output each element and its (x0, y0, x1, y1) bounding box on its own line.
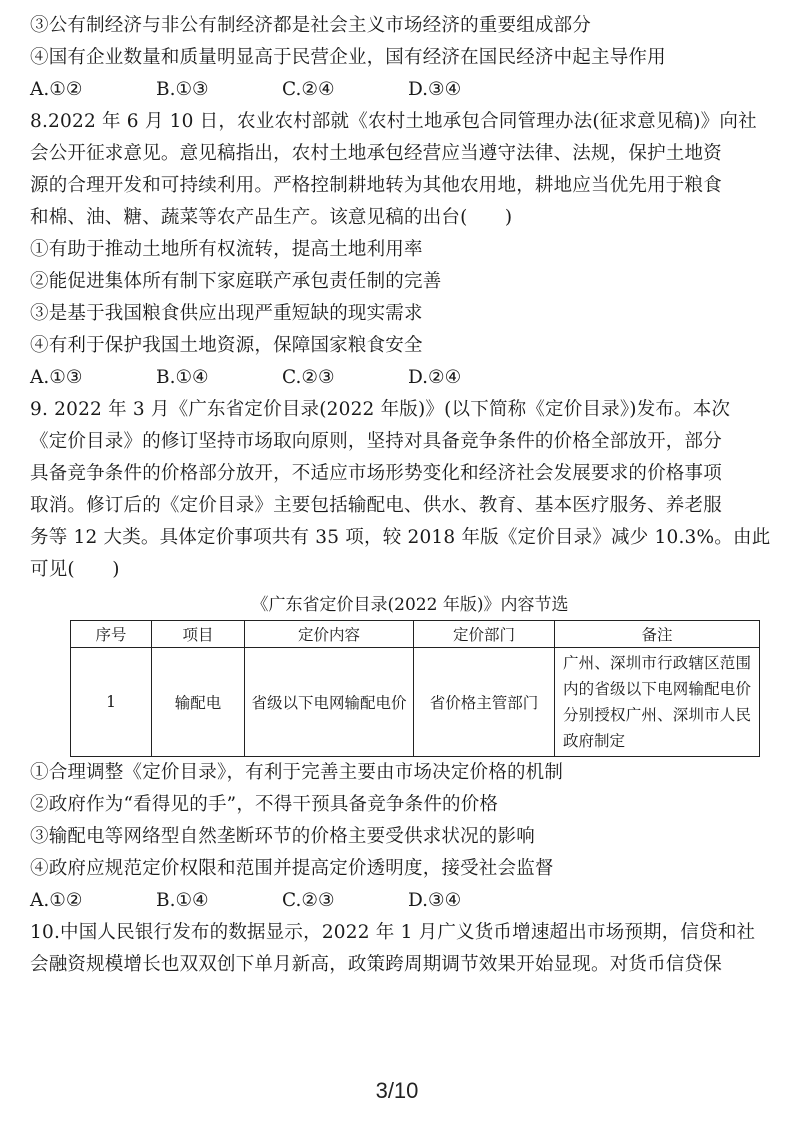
table-caption: 《广东省定价目录(2022 年版)》内容节选 (251, 595, 569, 615)
q8-stem-line: 会公开征求意见。意见稿指出，农村土地承包经营应当遵守法律、法规，保护土地资 (30, 143, 722, 164)
q9-item-4: ④政府应规范定价权限和范围并提高定价透明度，接受社会监督 (30, 858, 554, 879)
pricing-table (70, 620, 760, 757)
q8-stem-line: 和棉、油、糖、蔬菜等农产品生产。该意见稿的出台( ) (30, 207, 513, 228)
q7-option-d: D.③④ (408, 79, 462, 100)
q9-stem-line: 《定价目录》的修订坚持市场取向原则，坚持对具备竞争条件的价格全部放开，部分 (30, 431, 722, 452)
cell-content: 省级以下电网输配电价 (245, 648, 414, 757)
q9-option-b: B.①④ (156, 890, 209, 911)
q8-stem-line: 源的合理开发和可持续利用。严格控制耕地转为其他农用地，耕地应当优先用于粮食 (30, 175, 722, 196)
q7-options (30, 74, 760, 106)
cell-dept: 省价格主管部门 (414, 648, 555, 757)
q9-item-1: ①合理调整《定价目录》，有利于完善主要由市场决定价格的机制 (30, 762, 564, 783)
q9-stem-line: 具备竞争条件的价格部分放开，不适应市场形势变化和经济社会发展要求的价格事项 (30, 463, 722, 484)
cell-no: 1 (71, 648, 152, 757)
page-content (30, 10, 771, 981)
q8-options (30, 362, 760, 394)
q9-stem-line: 可见( ) (30, 559, 120, 580)
header-item: 项目 (152, 621, 245, 648)
q9-options (30, 885, 760, 917)
q7-option-a: A.①② (30, 79, 83, 100)
header-content: 定价内容 (245, 621, 414, 648)
q8-item-4: ④有利于保护我国土地资源，保障国家粮食安全 (30, 335, 423, 356)
q7-option-b: B.①③ (156, 79, 209, 100)
q8-option-d: D.②④ (408, 367, 462, 388)
q9-item-3: ③输配电等网络型自然垄断环节的价格主要受供求状况的影响 (30, 826, 535, 847)
q9-option-a: A.①② (30, 890, 83, 911)
q9-stem-line: 9. 2022 年 3 月《广东省定价目录(2022 年版)》(以下简称《定价目录》)发布。本次 (30, 399, 731, 420)
q8-item-3: ③是基于我国粮食供应出现严重短缺的现实需求 (30, 303, 423, 324)
q9-stem-line: 务等 12 大类。具体定价事项共有 35 项，较 2018 年版《定价目录》减少 10.3%。由此 (30, 527, 771, 548)
q7-option-c: C.②④ (282, 79, 335, 100)
header-dept: 定价部门 (414, 621, 555, 648)
q9-option-c: C.②③ (282, 890, 335, 911)
q10-stem-line: 会融资规模增长也双双创下单月新高，政策跨周期调节效果开始显现。对货币信贷保 (30, 954, 722, 975)
q8-item-2: ②能促进集体所有制下家庭联产承包责任制的完善 (30, 271, 442, 292)
page-number: 3/10 (375, 1078, 419, 1103)
header-no: 序号 (71, 621, 152, 648)
q9-item-2: ②政府作为“看得见的手”，不得干预具备竞争条件的价格 (30, 794, 499, 815)
table-row (71, 648, 760, 757)
cell-item: 输配电 (152, 648, 245, 757)
q9-stem-line: 取消。修订后的《定价目录》主要包括输配电、供水、教育、基本医疗服务、养老服 (30, 495, 722, 516)
q10-stem-line: 10.中国人民银行发布的数据显示，2022 年 1 月广义货币增速超出市场预期，信贷和社 (30, 922, 756, 943)
q8-item-1: ①有助于推动土地所有权流转，提高土地利用率 (30, 239, 423, 260)
q9-option-d: D.③④ (408, 890, 462, 911)
header-note: 备注 (555, 621, 760, 648)
q8-stem-line: 8.2022 年 6 月 10 日，农业农村部就《农村土地承包合同管理办法(征求意见稿)》向社 (30, 111, 757, 132)
cell-note: 广州、深圳市行政辖区范围内的省级以下电网输配电价分别授权广州、深圳市人民政府制定 (555, 648, 760, 757)
q7-item-4: ④国有企业数量和质量明显高于民营企业，国有经济在国民经济中起主导作用 (30, 47, 666, 68)
table-header-row (71, 621, 760, 648)
q8-option-a: A.①③ (30, 367, 83, 388)
q7-item-3: ③公有制经济与非公有制经济都是社会主义市场经济的重要组成部分 (30, 15, 592, 36)
q8-option-c: C.②③ (282, 367, 335, 388)
q8-option-b: B.①④ (156, 367, 209, 388)
